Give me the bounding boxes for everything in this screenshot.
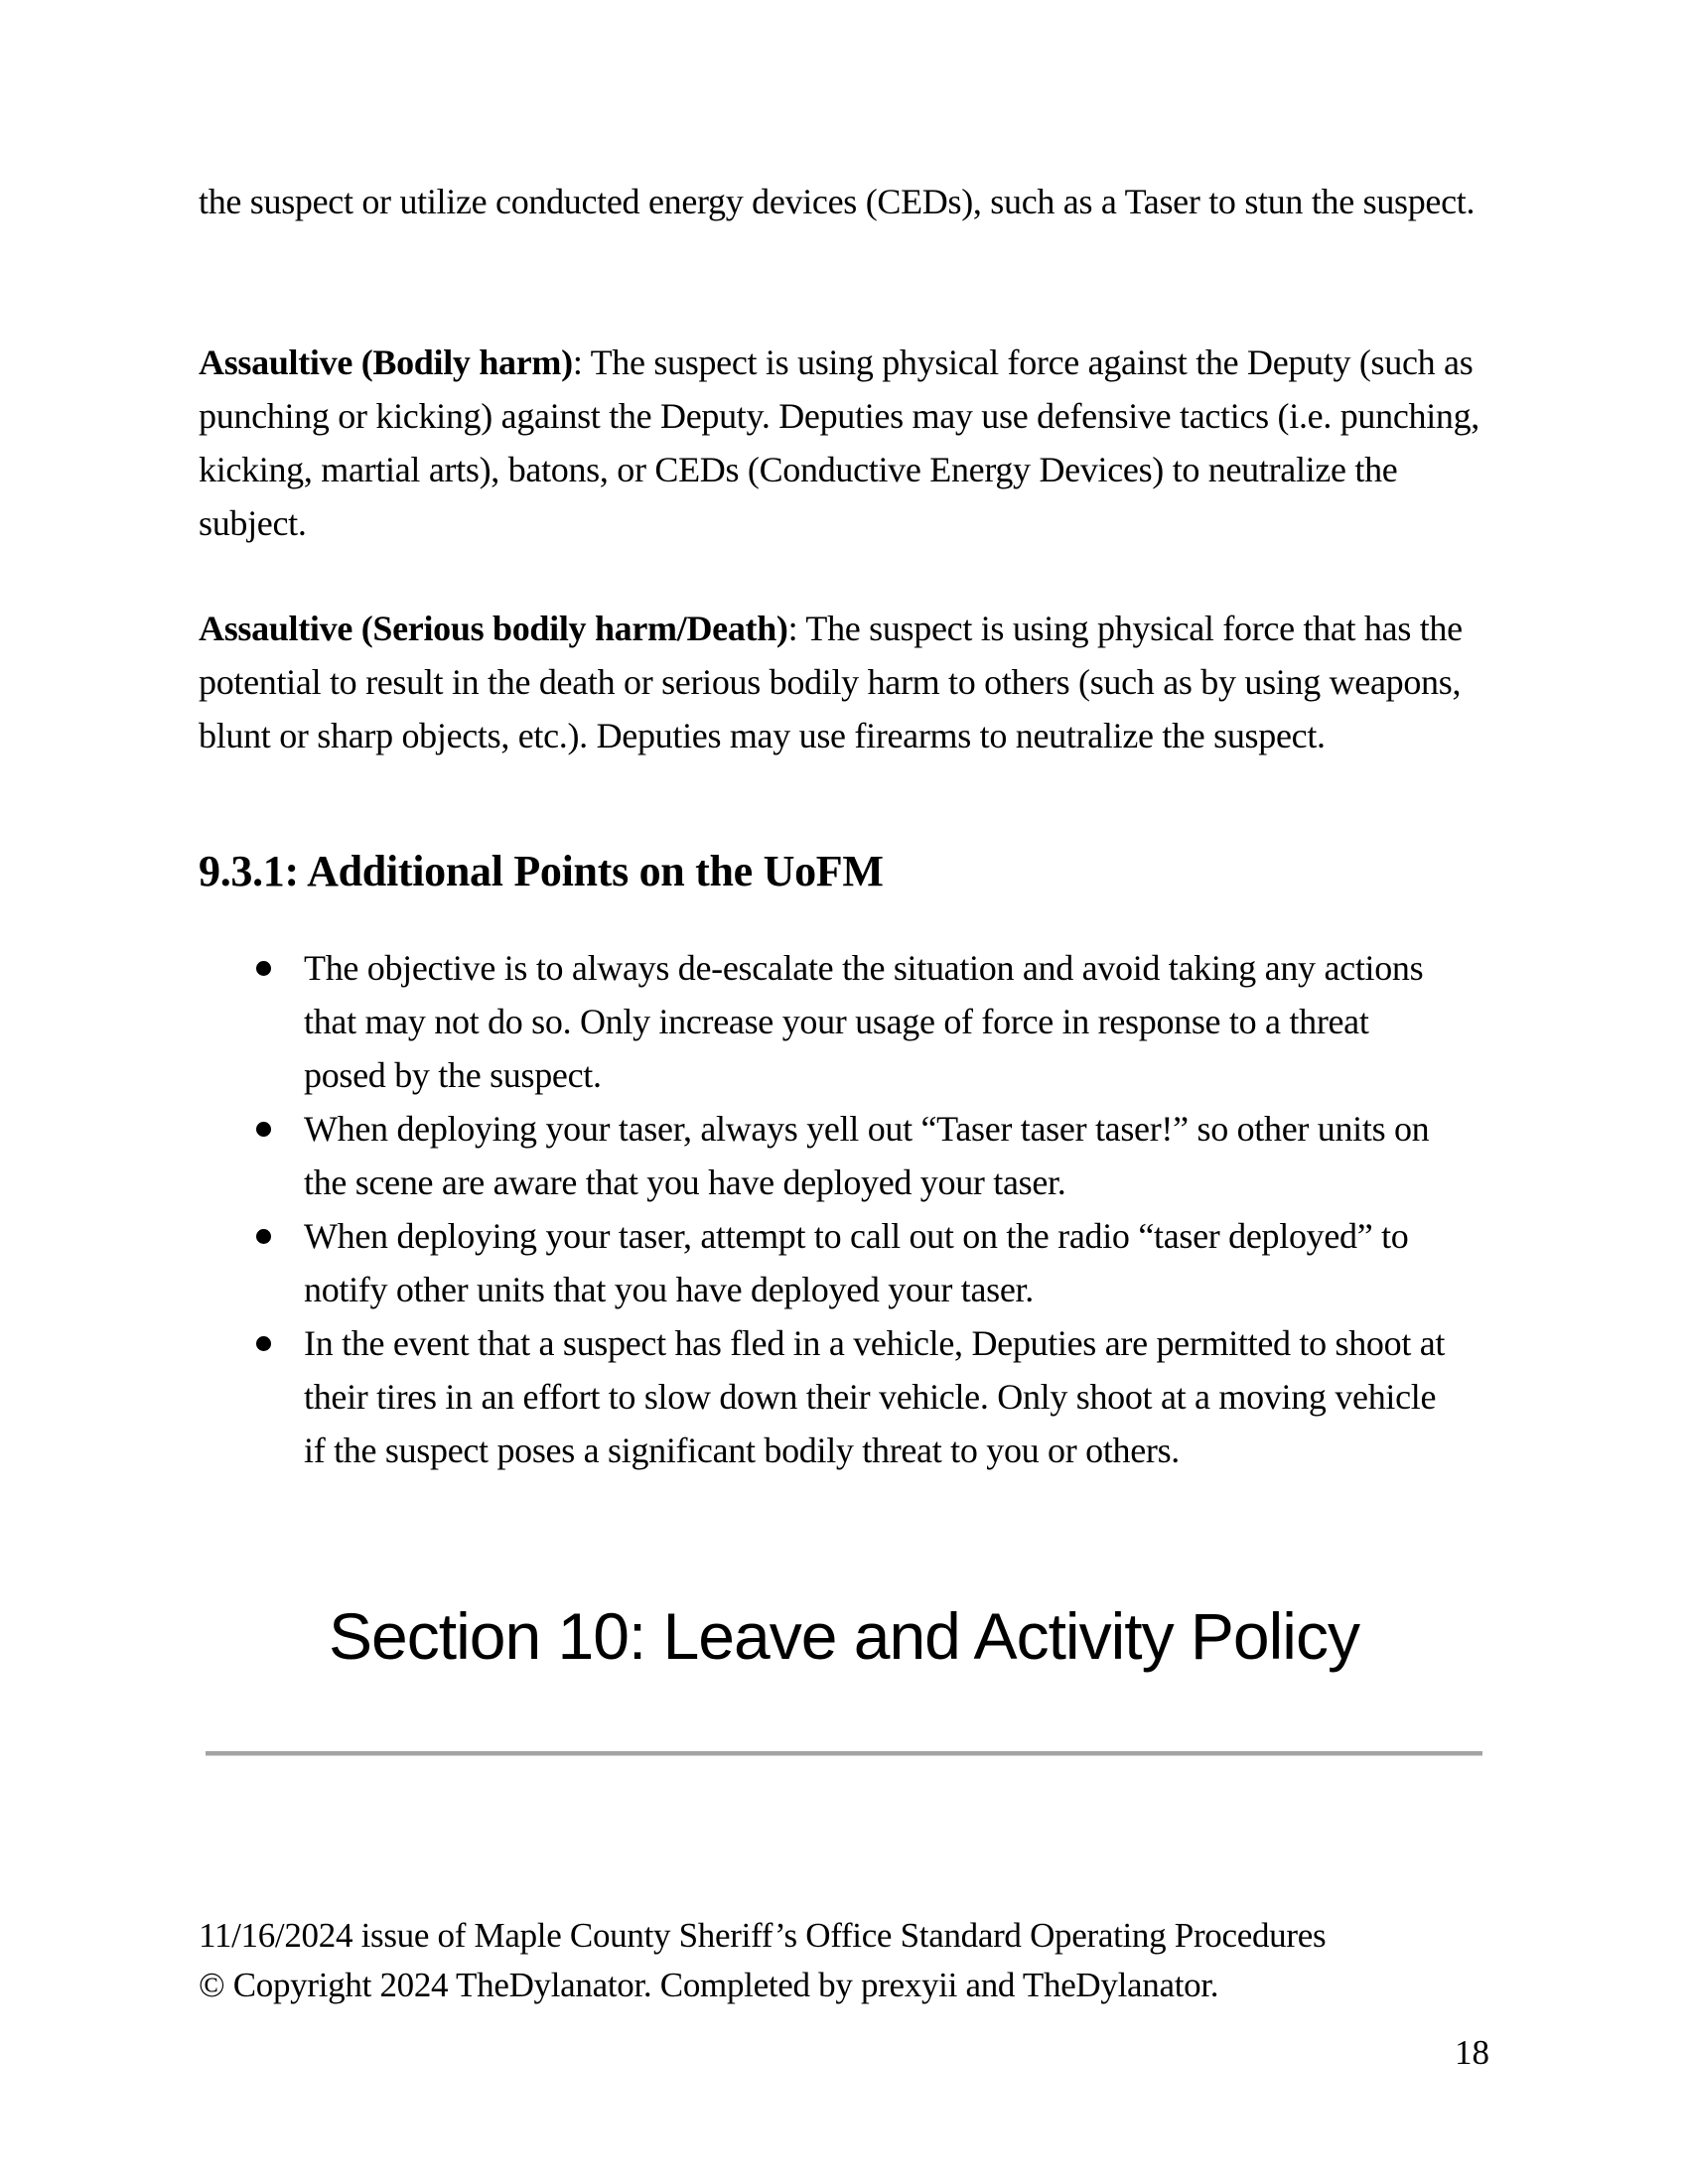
definition-body-serious-bodily-harm: : The suspect is using physical force that has the potential to result in the death or serious bodily harm to others (such as by using weapons, blunt or sharp objects, etc.). Deputies may use firearms to neutralize the suspect. — [199, 609, 1463, 755]
list-item — [199, 941, 1456, 1102]
footer-line-1: 11/16/2024 issue of Maple County Sheriff’s Office Standard Operating Procedures — [199, 1916, 1327, 1955]
footer — [199, 1911, 1489, 2010]
bullet-icon — [256, 961, 271, 976]
definition-body-bodily-harm: : The suspect is using physical force against the Deputy (such as punching or kicking) against the Deputy. Deputies may use defensive tactics (i.e. punching, kicking, martial arts), batons, or CEDs (Conductive Energy Devices) to neutralize the subject. — [199, 342, 1480, 543]
subsection-heading: 9.3.1: Additional Points on the UoFM — [199, 847, 884, 895]
section-divider — [206, 1751, 1482, 1756]
list-item — [199, 1316, 1456, 1477]
paragraph-intro — [199, 175, 1489, 228]
list-item — [199, 1102, 1456, 1209]
section-heading: Section 10: Leave and Activity Policy — [329, 1599, 1359, 1673]
bullet-icon — [256, 1336, 271, 1351]
list-item-text: In the event that a suspect has fled in a vehicle, Deputies are permitted to shoot at their tires in an effort to slow down their vehicle. Only shoot at a moving vehicle if the suspect poses a significant bodily threat to you or others. — [304, 1323, 1446, 1470]
definition-term-serious-bodily-harm: Assaultive (Serious bodily harm/Death) — [199, 609, 788, 648]
bullet-icon — [256, 1229, 271, 1244]
footer-line-2: © Copyright 2024 TheDylanator. Completed by prexyii and TheDylanator. — [199, 1966, 1219, 2004]
bullet-icon — [256, 1122, 271, 1137]
bullet-list — [199, 941, 1489, 1477]
paragraph-intro-text: the suspect or utilize conducted energy devices (CEDs), such as a Taser to stun the suspect. — [199, 182, 1476, 221]
list-item — [199, 1209, 1456, 1316]
list-item-text: When deploying your taser, always yell out “Taser taser taser!” so other units on the scene are aware that you have deployed your taser. — [304, 1109, 1430, 1202]
page-number: 18 — [1455, 2033, 1489, 2072]
paragraph-definition-serious-bodily-harm — [199, 602, 1489, 762]
paragraph-definition-bodily-harm — [199, 336, 1489, 550]
list-item-text: When deploying your taser, attempt to call out on the radio “taser deployed” to notify other units that you have deployed your taser. — [304, 1216, 1409, 1309]
list-item-text: The objective is to always de-escalate the situation and avoid taking any actions that may not do so. Only increase your usage of force in response to a threat posed by the suspect. — [304, 948, 1424, 1095]
definition-term-bodily-harm: Assaultive (Bodily harm) — [199, 342, 573, 382]
